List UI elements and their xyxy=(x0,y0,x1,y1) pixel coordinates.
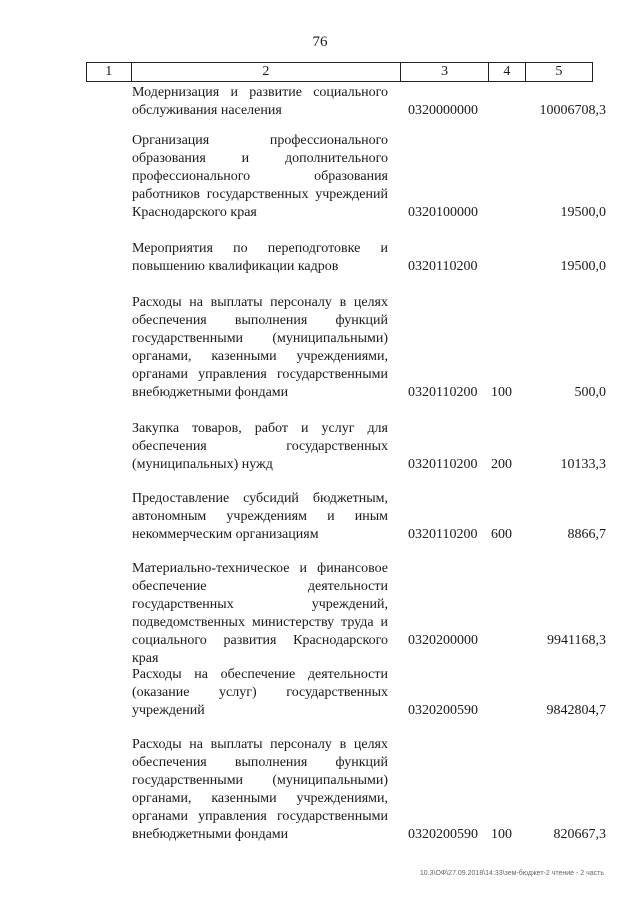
column-header-table xyxy=(86,62,593,82)
column-header-3: 3 xyxy=(401,63,489,82)
column-header-2: 2 xyxy=(131,63,401,82)
row-code: 0320200000 xyxy=(408,633,478,648)
column-header-5: 5 xyxy=(525,63,592,82)
row-code: 0320110200 xyxy=(408,527,478,542)
row-amount: 9941168,3 xyxy=(547,633,606,648)
row-description: Модернизация и развитие социального обслуживания населения xyxy=(132,85,388,118)
footer-stamp: 10.3\ОФ\27.09.2018\14:33\зем-бюджет-2 чтение - 2 часть xyxy=(419,870,604,877)
row-code: 0320000000 xyxy=(408,103,478,118)
row-expense-type: 100 xyxy=(491,385,512,400)
row-description: Расходы на выплаты персоналу в целях обеспечения выполнения функций государственными (муниципальными) органами, казенными учреждениями, органами управления государственными внебюджетными фондами xyxy=(132,737,388,842)
row-amount: 10133,3 xyxy=(560,457,606,472)
row-code: 0320200590 xyxy=(408,703,478,718)
page-number: 76 xyxy=(312,34,328,50)
column-header-4: 4 xyxy=(489,63,526,82)
row-description: Расходы на обеспечение деятельности (оказание услуг) государственных учреждений xyxy=(132,667,388,718)
row-description: Организация профессионального образования и дополнительного профессионального образования работников государственных учреждений Краснодарского края xyxy=(132,133,388,220)
row-amount: 500,0 xyxy=(574,385,606,400)
row-expense-type: 600 xyxy=(491,527,512,542)
row-code: 0320200590 xyxy=(408,827,478,842)
row-code: 0320100000 xyxy=(408,205,478,220)
row-amount: 19500,0 xyxy=(560,205,606,220)
column-header-1: 1 xyxy=(87,63,132,82)
row-amount: 820667,3 xyxy=(553,827,606,842)
row-expense-type: 100 xyxy=(491,827,512,842)
row-code: 0320110200 xyxy=(408,259,478,274)
row-amount: 9842804,7 xyxy=(546,703,606,718)
row-amount: 8866,7 xyxy=(567,527,606,542)
row-amount: 19500,0 xyxy=(560,259,606,274)
row-code: 0320110200 xyxy=(408,385,478,400)
row-description: Расходы на выплаты персоналу в целях обеспечения выполнения функций государственными (муниципальными) органами, казенными учреждениями, органами управления государственными внебюджетными фондами xyxy=(132,295,388,400)
row-amount: 10006708,3 xyxy=(539,103,606,118)
row-description: Мероприятия по переподготовке и повышению квалификации кадров xyxy=(132,241,388,274)
row-code: 0320110200 xyxy=(408,457,478,472)
row-description: Закупка товаров, работ и услуг для обеспечения государственных (муниципальных) нужд xyxy=(132,421,388,472)
row-description: Предоставление субсидий бюджетным, автономным учреждениям и иным некоммерческим организациям xyxy=(132,491,388,542)
row-expense-type: 200 xyxy=(491,457,512,472)
row-description: Материально-техническое и финансовое обеспечение деятельности государственных учреждений, подведомственных министерству труда и социального развития Краснодарского края xyxy=(132,561,388,666)
